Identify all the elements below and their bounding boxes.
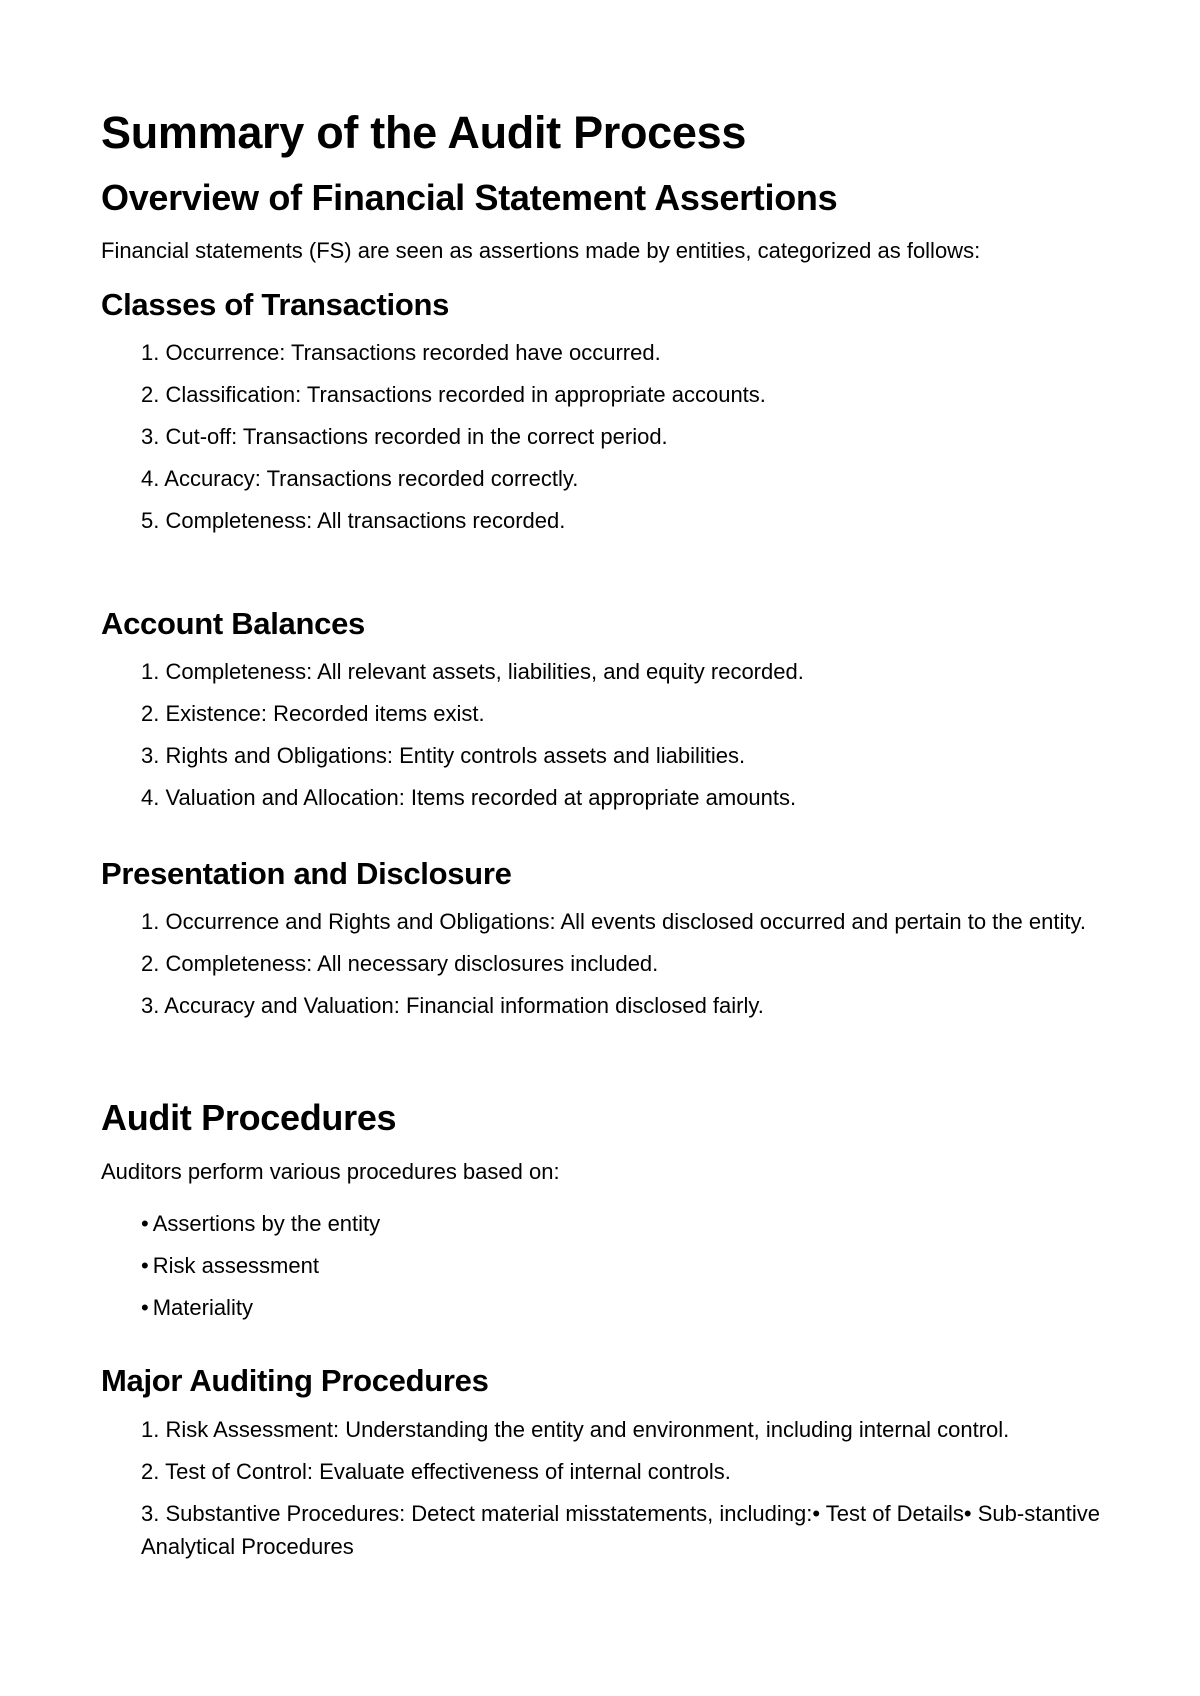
bullet-text: Risk assessment (152, 1253, 319, 1278)
list-item (141, 989, 1113, 1022)
list-number: 4. (141, 466, 160, 491)
bullet-glyph: • (141, 1295, 149, 1320)
list-number: 2. (141, 382, 160, 407)
overview-intro: Financial statements (FS) are seen as assertions made by entities, categorized as follows: (101, 238, 981, 263)
list-item-text: Occurrence and Rights and Obligations: All events disclosed occurred and pertain to the entity. (165, 909, 1086, 934)
list-item (141, 336, 1113, 369)
list-number: 3. (141, 1501, 160, 1526)
audit-procedures-heading: Audit Procedures (101, 1097, 397, 1138)
bullet-glyph: • (141, 1253, 149, 1278)
list-item-text: Substantive Procedures: Detect material misstatements, including:• Test of Details• Sub-stantive Analytical Procedures (141, 1501, 1101, 1559)
list-item (141, 504, 1113, 537)
bullet-item (141, 1207, 1113, 1240)
list-item-text: Completeness: All transactions recorded. (165, 508, 566, 533)
list-item (141, 1497, 1113, 1563)
list-item-text: Accuracy and Valuation: Financial information disclosed fairly. (164, 993, 764, 1018)
list-item-text: Occurrence: Transactions recorded have occurred. (165, 340, 661, 365)
list-item-text: Classification: Transactions recorded in appropriate accounts. (165, 382, 766, 407)
list-number: 1. (141, 340, 160, 365)
list-item-text: Rights and Obligations: Entity controls assets and liabilities. (165, 743, 746, 768)
overview-heading: Overview of Financial Statement Assertions (101, 177, 838, 218)
presentation-disclosure-list (141, 905, 1113, 1031)
list-item (141, 739, 1113, 772)
list-number: 2. (141, 701, 160, 726)
list-item (141, 1455, 1113, 1488)
list-item-text: Risk Assessment: Understanding the entity and environment, including internal control. (165, 1417, 1010, 1442)
bullet-item (141, 1291, 1113, 1324)
list-item-text: Existence: Recorded items exist. (165, 701, 485, 726)
list-item (141, 697, 1113, 730)
major-procedures-heading: Major Auditing Procedures (101, 1363, 489, 1398)
bullet-item (141, 1249, 1113, 1282)
bullet-text: Materiality (152, 1295, 253, 1320)
list-item (141, 781, 1113, 814)
document-title: Summary of the Audit Process (101, 107, 747, 158)
classes-of-transactions-list (141, 336, 1113, 546)
account-balances-list (141, 655, 1113, 823)
list-number: 3. (141, 424, 160, 449)
list-item-text: Valuation and Allocation: Items recorded at appropriate amounts. (165, 785, 797, 810)
list-item (141, 905, 1113, 938)
list-item-text: Cut-off: Transactions recorded in the correct period. (165, 424, 668, 449)
audit-procedures-intro: Auditors perform various procedures based on: (101, 1159, 560, 1184)
list-item (141, 1413, 1113, 1446)
list-number: 3. (141, 993, 160, 1018)
list-item-text: Completeness: All relevant assets, liabilities, and equity recorded. (165, 659, 804, 684)
list-number: 2. (141, 1459, 160, 1484)
list-number: 4. (141, 785, 160, 810)
list-item-text: Completeness: All necessary disclosures included. (165, 951, 659, 976)
list-number: 1. (141, 1417, 160, 1442)
audit-procedures-bullets (141, 1207, 1113, 1333)
list-item-text: Accuracy: Transactions recorded correctly. (164, 466, 579, 491)
list-number: 2. (141, 951, 160, 976)
list-item (141, 378, 1113, 411)
list-number: 1. (141, 909, 160, 934)
list-number: 3. (141, 743, 160, 768)
list-number: 1. (141, 659, 160, 684)
list-item (141, 655, 1113, 688)
list-item (141, 947, 1113, 980)
bullet-text: Assertions by the entity (152, 1211, 381, 1236)
list-item (141, 462, 1113, 495)
account-balances-heading: Account Balances (101, 606, 365, 641)
list-item-text: Test of Control: Evaluate effectiveness of internal controls. (165, 1459, 731, 1484)
presentation-disclosure-heading: Presentation and Disclosure (101, 856, 512, 891)
major-procedures-list (141, 1413, 1113, 1572)
classes-of-transactions-heading: Classes of Transactions (101, 287, 450, 322)
list-item (141, 420, 1113, 453)
bullet-glyph: • (141, 1211, 149, 1236)
list-number: 5. (141, 508, 160, 533)
